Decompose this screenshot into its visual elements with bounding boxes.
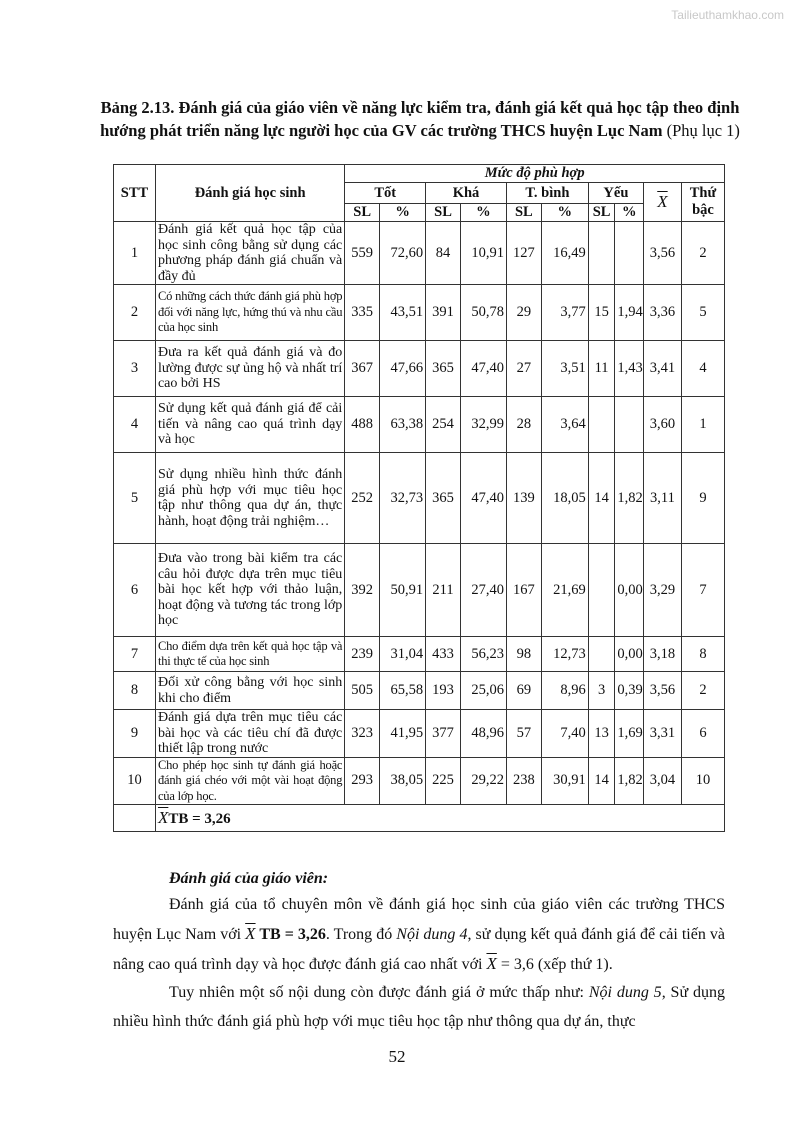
cell-rank: 4: [681, 341, 724, 397]
header-pct: %: [380, 204, 426, 222]
cell-xbar: 3,11: [644, 453, 682, 544]
table-row: [114, 544, 725, 637]
row-stt: 8: [114, 672, 156, 710]
cell-tot-pct: 65,58: [380, 672, 426, 710]
cell-tot-pct: 41,95: [380, 710, 426, 758]
watermark: Tailieuthamkhao.com: [671, 8, 784, 22]
header-evaluation: Đánh giá học sinh: [155, 165, 344, 222]
cell-yeu-pct: 0,00: [615, 637, 644, 672]
cell-rank: 6: [681, 710, 724, 758]
cell-yeu-sl: [588, 637, 615, 672]
cell-xbar: 3,29: [644, 544, 682, 637]
header-yeu: Yếu: [588, 183, 643, 204]
row-content: Đưa vào trong bài kiểm tra các câu hỏi được dựa trên mục tiêu bài học kết hợp với thảo luận, hoạt động và tương tác trong lớp học: [155, 544, 344, 637]
cell-tb-pct: 8,96: [541, 672, 588, 710]
cell-kha-pct: 10,91: [460, 222, 506, 285]
cell-yeu-sl: 13: [588, 710, 615, 758]
cell-tb-pct: 30,91: [541, 757, 588, 805]
caption-appendix: (Phụ lục 1): [662, 121, 740, 140]
cell-tb-pct: 12,73: [541, 637, 588, 672]
cell-yeu-pct: 0,39: [615, 672, 644, 710]
cell-kha-sl: 365: [426, 453, 461, 544]
cell-yeu-sl: 15: [588, 285, 615, 341]
cell-yeu-pct: 1,69: [615, 710, 644, 758]
header-sl: SL: [506, 204, 541, 222]
table-row: [114, 757, 725, 805]
cell-yeu-sl: 3: [588, 672, 615, 710]
summary-average: $\overline{X}TB = 3,26$: [155, 805, 724, 832]
table-row: [114, 453, 725, 544]
cell-xbar: 3,60: [644, 397, 682, 453]
cell-kha-pct: 32,99: [460, 397, 506, 453]
row-stt: 1: [114, 222, 156, 285]
cell-kha-sl: 391: [426, 285, 461, 341]
cell-tot-pct: 47,66: [380, 341, 426, 397]
table-row: [114, 341, 725, 397]
paragraph-2: Tuy nhiên một số nội dung còn được đánh giá ở mức thấp như: Nội dung 5, Sử dụng nhiều hình thức đánh giá phù hợp với mục tiêu học tập như thông qua dự án, thực: [113, 984, 725, 1030]
table-row: [114, 397, 725, 453]
cell-kha-sl: 377: [426, 710, 461, 758]
header-stt: STT: [114, 165, 156, 222]
cell-tb-pct: 7,40: [541, 710, 588, 758]
header-pct: %: [541, 204, 588, 222]
row-stt: 7: [114, 637, 156, 672]
cell-xbar: 3,31: [644, 710, 682, 758]
cell-xbar: 3,04: [644, 757, 682, 805]
cell-rank: 2: [681, 222, 724, 285]
cell-xbar: 3,56: [644, 222, 682, 285]
cell-kha-sl: 84: [426, 222, 461, 285]
cell-xbar: 3,56: [644, 672, 682, 710]
cell-tot-pct: 72,60: [380, 222, 426, 285]
cell-tot-sl: 392: [345, 544, 380, 637]
paragraph-1: Đánh giá của tổ chuyên môn về đánh giá học sinh của giáo viên các trường THCS huyện Lục Nam với $\overline{X}$ TB = 3,26. Trong đó Nội dung 4, sử dụng kết quả đánh giá để cải tiến và nâng cao quá trình dạy và học được đánh giá cao nhất với $\overline{X} = 3,6$ (xếp thứ 1).: [113, 896, 725, 973]
table-row: [114, 637, 725, 672]
cell-tot-sl: 293: [345, 757, 380, 805]
cell-tb-pct: 16,49: [541, 222, 588, 285]
row-content: Đánh giá kết quả học tập của học sinh công bằng sử dụng các phương pháp đánh giá chuẩn và đầy đủ: [155, 222, 344, 285]
header-pct: %: [615, 204, 644, 222]
cell-kha-pct: 25,06: [460, 672, 506, 710]
section-heading: Đánh giá của giáo viên:: [169, 870, 329, 887]
cell-rank: 1: [681, 397, 724, 453]
cell-tb-sl: 29: [506, 285, 541, 341]
cell-yeu-sl: 14: [588, 453, 615, 544]
caption-bold: Bảng 2.13. Đánh giá của giáo viên về năng lực kiểm tra, đánh giá kết quả học tập theo định hướng phát triển năng lực người học của GV các trường THCS huyện Lục Nam: [100, 98, 740, 140]
cell-kha-sl: 433: [426, 637, 461, 672]
evaluation-table: [113, 164, 725, 832]
cell-kha-pct: 56,23: [460, 637, 506, 672]
row-stt: 4: [114, 397, 156, 453]
cell-yeu-pct: 1,43: [615, 341, 644, 397]
cell-rank: 10: [681, 757, 724, 805]
cell-tb-sl: 69: [506, 672, 541, 710]
cell-kha-sl: 211: [426, 544, 461, 637]
cell-tb-pct: 18,05: [541, 453, 588, 544]
cell-kha-pct: 29,22: [460, 757, 506, 805]
row-content: Cho phép học sinh tự đánh giá hoặc đánh giá chéo với một vài hoạt động của lớp học.: [155, 757, 344, 805]
cell-yeu-pct: 0,00: [615, 544, 644, 637]
cell-yeu-pct: [615, 397, 644, 453]
cell-rank: 5: [681, 285, 724, 341]
row-content: Có những cách thức đánh giá phù hợp đối với năng lực, hứng thú và nhu cầu của học sinh: [155, 285, 344, 341]
row-stt: 3: [114, 341, 156, 397]
cell-xbar: 3,36: [644, 285, 682, 341]
row-stt: 5: [114, 453, 156, 544]
cell-yeu-sl: [588, 397, 615, 453]
cell-tot-sl: 323: [345, 710, 380, 758]
cell-tot-sl: 488: [345, 397, 380, 453]
cell-rank: 7: [681, 544, 724, 637]
row-content: Đối xử công bằng với học sinh khi cho điểm: [155, 672, 344, 710]
cell-yeu-pct: 1,82: [615, 757, 644, 805]
cell-tot-pct: 38,05: [380, 757, 426, 805]
page-number: 52: [388, 1047, 406, 1066]
cell-tot-sl: 335: [345, 285, 380, 341]
cell-yeu-sl: [588, 222, 615, 285]
cell-yeu-sl: [588, 544, 615, 637]
cell-tb-sl: 57: [506, 710, 541, 758]
cell-tb-sl: 127: [506, 222, 541, 285]
table-row: [114, 710, 725, 758]
row-stt: 9: [114, 710, 156, 758]
cell-tot-pct: 31,04: [380, 637, 426, 672]
row-content: Sử dụng kết quả đánh giá để cải tiến và nâng cao quá trình dạy và học: [155, 397, 344, 453]
table-row: [114, 285, 725, 341]
cell-tot-pct: 50,91: [380, 544, 426, 637]
cell-kha-sl: 193: [426, 672, 461, 710]
table-row: [114, 672, 725, 710]
header-sl: SL: [588, 204, 615, 222]
cell-tb-pct: 3,51: [541, 341, 588, 397]
cell-rank: 2: [681, 672, 724, 710]
cell-tot-pct: 63,38: [380, 397, 426, 453]
cell-kha-pct: 50,78: [460, 285, 506, 341]
cell-tb-sl: 238: [506, 757, 541, 805]
cell-tot-sl: 252: [345, 453, 380, 544]
cell-yeu-pct: 1,94: [615, 285, 644, 341]
cell-tb-sl: 167: [506, 544, 541, 637]
cell-tb-pct: 21,69: [541, 544, 588, 637]
header-pct: %: [460, 204, 506, 222]
cell-yeu-sl: 11: [588, 341, 615, 397]
cell-yeu-pct: 1,82: [615, 453, 644, 544]
cell-kha-sl: 225: [426, 757, 461, 805]
cell-tb-pct: 3,77: [541, 285, 588, 341]
cell-rank: 9: [681, 453, 724, 544]
cell-tb-sl: 28: [506, 397, 541, 453]
cell-yeu-pct: [615, 222, 644, 285]
cell-kha-pct: 47,40: [460, 341, 506, 397]
cell-yeu-sl: 14: [588, 757, 615, 805]
row-content: Đưa ra kết quả đánh giá và đo lường được sự ủng hộ và nhất trí cao bởi HS: [155, 341, 344, 397]
cell-tot-sl: 367: [345, 341, 380, 397]
cell-tot-sl: 505: [345, 672, 380, 710]
row-content: Sử dụng nhiều hình thức đánh giá phù hợp với mục tiêu học tập như thông qua dự án, thực hành, hoạt động trải nghiệm…: [155, 453, 344, 544]
row-content: Đánh giá dựa trên mục tiêu các bài học và các tiêu chí đã được thiết lập trong nước: [155, 710, 344, 758]
header-tb: T. bình: [506, 183, 588, 204]
cell-tot-sl: 559: [345, 222, 380, 285]
cell-tb-sl: 98: [506, 637, 541, 672]
table-row: [114, 222, 725, 285]
cell-rank: 8: [681, 637, 724, 672]
row-stt: 2: [114, 285, 156, 341]
header-level: Mức độ phù hợp: [345, 165, 725, 183]
cell-xbar: 3,18: [644, 637, 682, 672]
row-stt: 6: [114, 544, 156, 637]
cell-kha-pct: 47,40: [460, 453, 506, 544]
header-xbar: $\overline{X}$: [644, 183, 682, 222]
row-stt: 10: [114, 757, 156, 805]
summary-empty: [114, 805, 156, 832]
cell-kha-sl: 254: [426, 397, 461, 453]
header-rank: Thứ bậc: [681, 183, 724, 222]
cell-tot-sl: 239: [345, 637, 380, 672]
table-caption: [100, 96, 740, 142]
cell-tot-pct: 32,73: [380, 453, 426, 544]
header-tot: Tốt: [345, 183, 426, 204]
cell-kha-pct: 27,40: [460, 544, 506, 637]
cell-tb-sl: 27: [506, 341, 541, 397]
header-kha: Khá: [426, 183, 507, 204]
cell-xbar: 3,41: [644, 341, 682, 397]
cell-tb-sl: 139: [506, 453, 541, 544]
row-content: Cho điểm dựa trên kết quả học tập và thi thực tế của học sinh: [155, 637, 344, 672]
cell-kha-sl: 365: [426, 341, 461, 397]
header-sl: SL: [345, 204, 380, 222]
cell-tot-pct: 43,51: [380, 285, 426, 341]
cell-tb-pct: 3,64: [541, 397, 588, 453]
header-sl: SL: [426, 204, 461, 222]
cell-kha-pct: 48,96: [460, 710, 506, 758]
